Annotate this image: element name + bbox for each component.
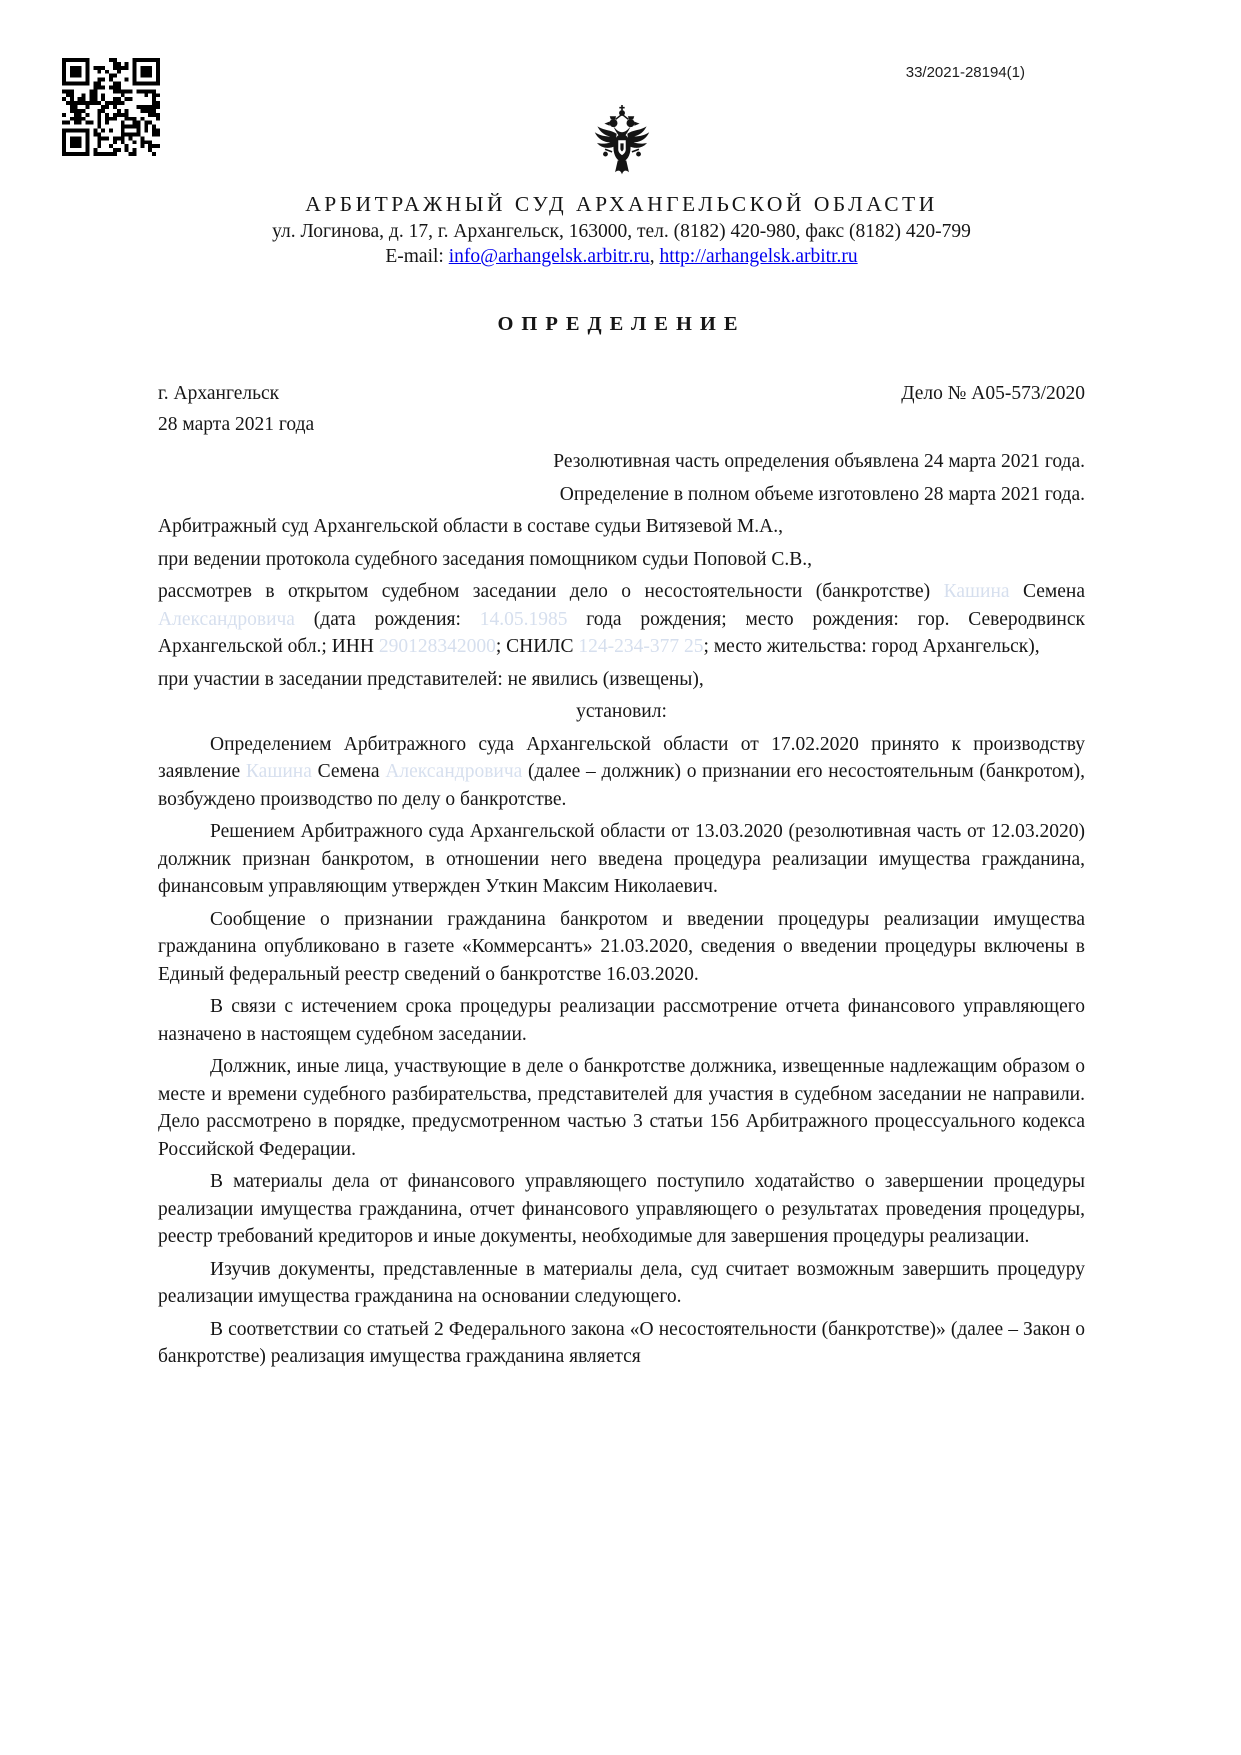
text-segment: (дата рождения: [294, 608, 480, 630]
body-paragraph-4 [158, 993, 1085, 1048]
redacted-personal-data: 124-234-377 25 [578, 636, 704, 657]
document-title: ОПРЕДЕЛЕНИЕ [497, 313, 746, 335]
court-contact-line [158, 246, 1085, 268]
body-paragraph-8 [158, 1316, 1085, 1371]
case-info-row [158, 383, 1085, 405]
body-paragraph-1 [158, 731, 1085, 814]
redacted-personal-data: Кашина [943, 581, 1010, 602]
text-segment: года рождения; место рождения: гор. Северодвинск Архангельской обл.; ИНН [158, 608, 1085, 657]
body-paragraph-6 [158, 1168, 1085, 1251]
document-date: 28 марта 2021 года [158, 414, 315, 435]
protocol-clerk-line [158, 546, 1085, 574]
text-segment: при ведении протокола судебного заседания помощником судьи Поповой С.В., [158, 548, 813, 570]
attendance-line [158, 666, 1085, 694]
coat-of-arms-russia-icon [590, 104, 654, 186]
text-segment: В соответствии со статьей 2 Федерального закона «О несостоятельности (банкротстве)» (далее – Закон о банкротстве) реализация имущества гражданина является [158, 1318, 1085, 1367]
text-segment: установил: [576, 701, 667, 722]
text-segment: ; СНИЛС [495, 636, 579, 657]
case-number: Дело № А05-573/2020 [901, 383, 1085, 404]
full-text-date-line [158, 481, 1085, 509]
resolutive-part-date-line [158, 448, 1085, 476]
text-segment: Арбитражный суд Архангельской области в составе судьи Витязевой М.А., [158, 516, 784, 537]
text-segment: Решением Арбитражного суда Архангельской области от 13.03.2020 (резолютивная часть от 12.03.2020) должник признан банкротом, в отношении него введена процедура реализации имущества гражданина, финансовым управляющим утвержден Уткин Максим Николаевич. [158, 821, 1085, 897]
court-name: АРБИТРАЖНЫЙ СУД АРХАНГЕЛЬСКОЙ ОБЛАСТИ [305, 192, 938, 216]
text-segment: рассмотрев в открытом судебном заседании дело о несостоятельности (банкротстве) [158, 581, 944, 602]
separator-text: , [649, 246, 660, 267]
text-segment: Резолютивная часть определения объявлена 24 марта 2021 года. [553, 451, 1085, 472]
document-number: 33/2021-28194(1) [905, 64, 1025, 81]
body-paragraph-5 [158, 1053, 1085, 1163]
text-segment: Семена [1009, 581, 1085, 602]
email-link[interactable]: info@arhangelsk.arbitr.ru [448, 246, 650, 267]
city-label: г. Архангельск [158, 383, 280, 404]
text-segment: Определение в полном объеме изготовлено 28 марта 2021 года. [559, 483, 1085, 505]
text-segment: (далее – должник) о признании его несостоятельным (банкротом), возбуждено производство по делу о банкротстве. [158, 761, 1085, 810]
email-label: E-mail: [385, 246, 449, 267]
court-composition-line [158, 513, 1085, 541]
redacted-personal-data: Кашина [245, 761, 312, 782]
text-segment: Изучив документы, представленные в материалы дела, суд считает возможным завершить процедуру реализации имущества гражданина на основании следующего. [158, 1258, 1085, 1307]
body-paragraph-3 [158, 906, 1085, 989]
redacted-personal-data: 14.05.1985 [479, 608, 568, 630]
body-paragraph-2 [158, 818, 1085, 901]
case-subject-paragraph [158, 578, 1085, 661]
text-segment: В связи с истечением срока процедуры реализации рассмотрение отчета финансового управляющего назначено в настоящем судебном заседании. [158, 996, 1085, 1045]
text-segment: Семена [311, 761, 386, 782]
redacted-personal-data: Александровича [158, 608, 295, 630]
redacted-personal-data: 290128342000 [378, 636, 496, 657]
ustanovil-heading [158, 698, 1085, 726]
text-segment: Должник, иные лица, участвующие в деле о банкротстве должника, извещенные надлежащим образом о месте и времени судебного разбирательства, представителей для участия в судебном заседании не направили. Дело рассмотрено в порядке, предусмотренном частью 3 статьи 156 Арбитражного процессуального кодекса Российской Федерации. [158, 1056, 1085, 1160]
text-segment: Определением Арбитражного суда Архангельской области от 17.02.2020 принято к производству заявление [158, 733, 1085, 782]
text-segment: ; место жительства: город Архангельск), [703, 636, 1040, 657]
text-segment: Сообщение о признании гражданина банкротом и введении процедуры реализации имущества гражданина опубликовано в газете «Коммерсантъ» 21.03.2020, сведения о введении процедуры включены в Единый федеральный реестр сведений о банкротстве 16.03.2020. [158, 908, 1085, 985]
text-segment: при участии в заседании представителей: не явились (извещены), [158, 668, 704, 690]
website-link[interactable]: http://arhangelsk.arbitr.ru [659, 246, 858, 267]
body-paragraph-7 [158, 1256, 1085, 1311]
qr-code [62, 58, 160, 156]
document-body [158, 448, 1085, 1371]
redacted-personal-data: Александровича [385, 761, 523, 782]
court-address: ул. Логинова, д. 17, г. Архангельск, 163000, тел. (8182) 420-980, факс (8182) 420-799 [272, 221, 971, 242]
text-segment: В материалы дела от финансового управляющего поступило ходатайство о завершении процедуры реализации имущества гражданина, отчет финансового управляющего о результатах проведения процедуры, реестр требований кредиторов и иные документы, необходимые для завершения процедуры реализации. [158, 1171, 1085, 1247]
